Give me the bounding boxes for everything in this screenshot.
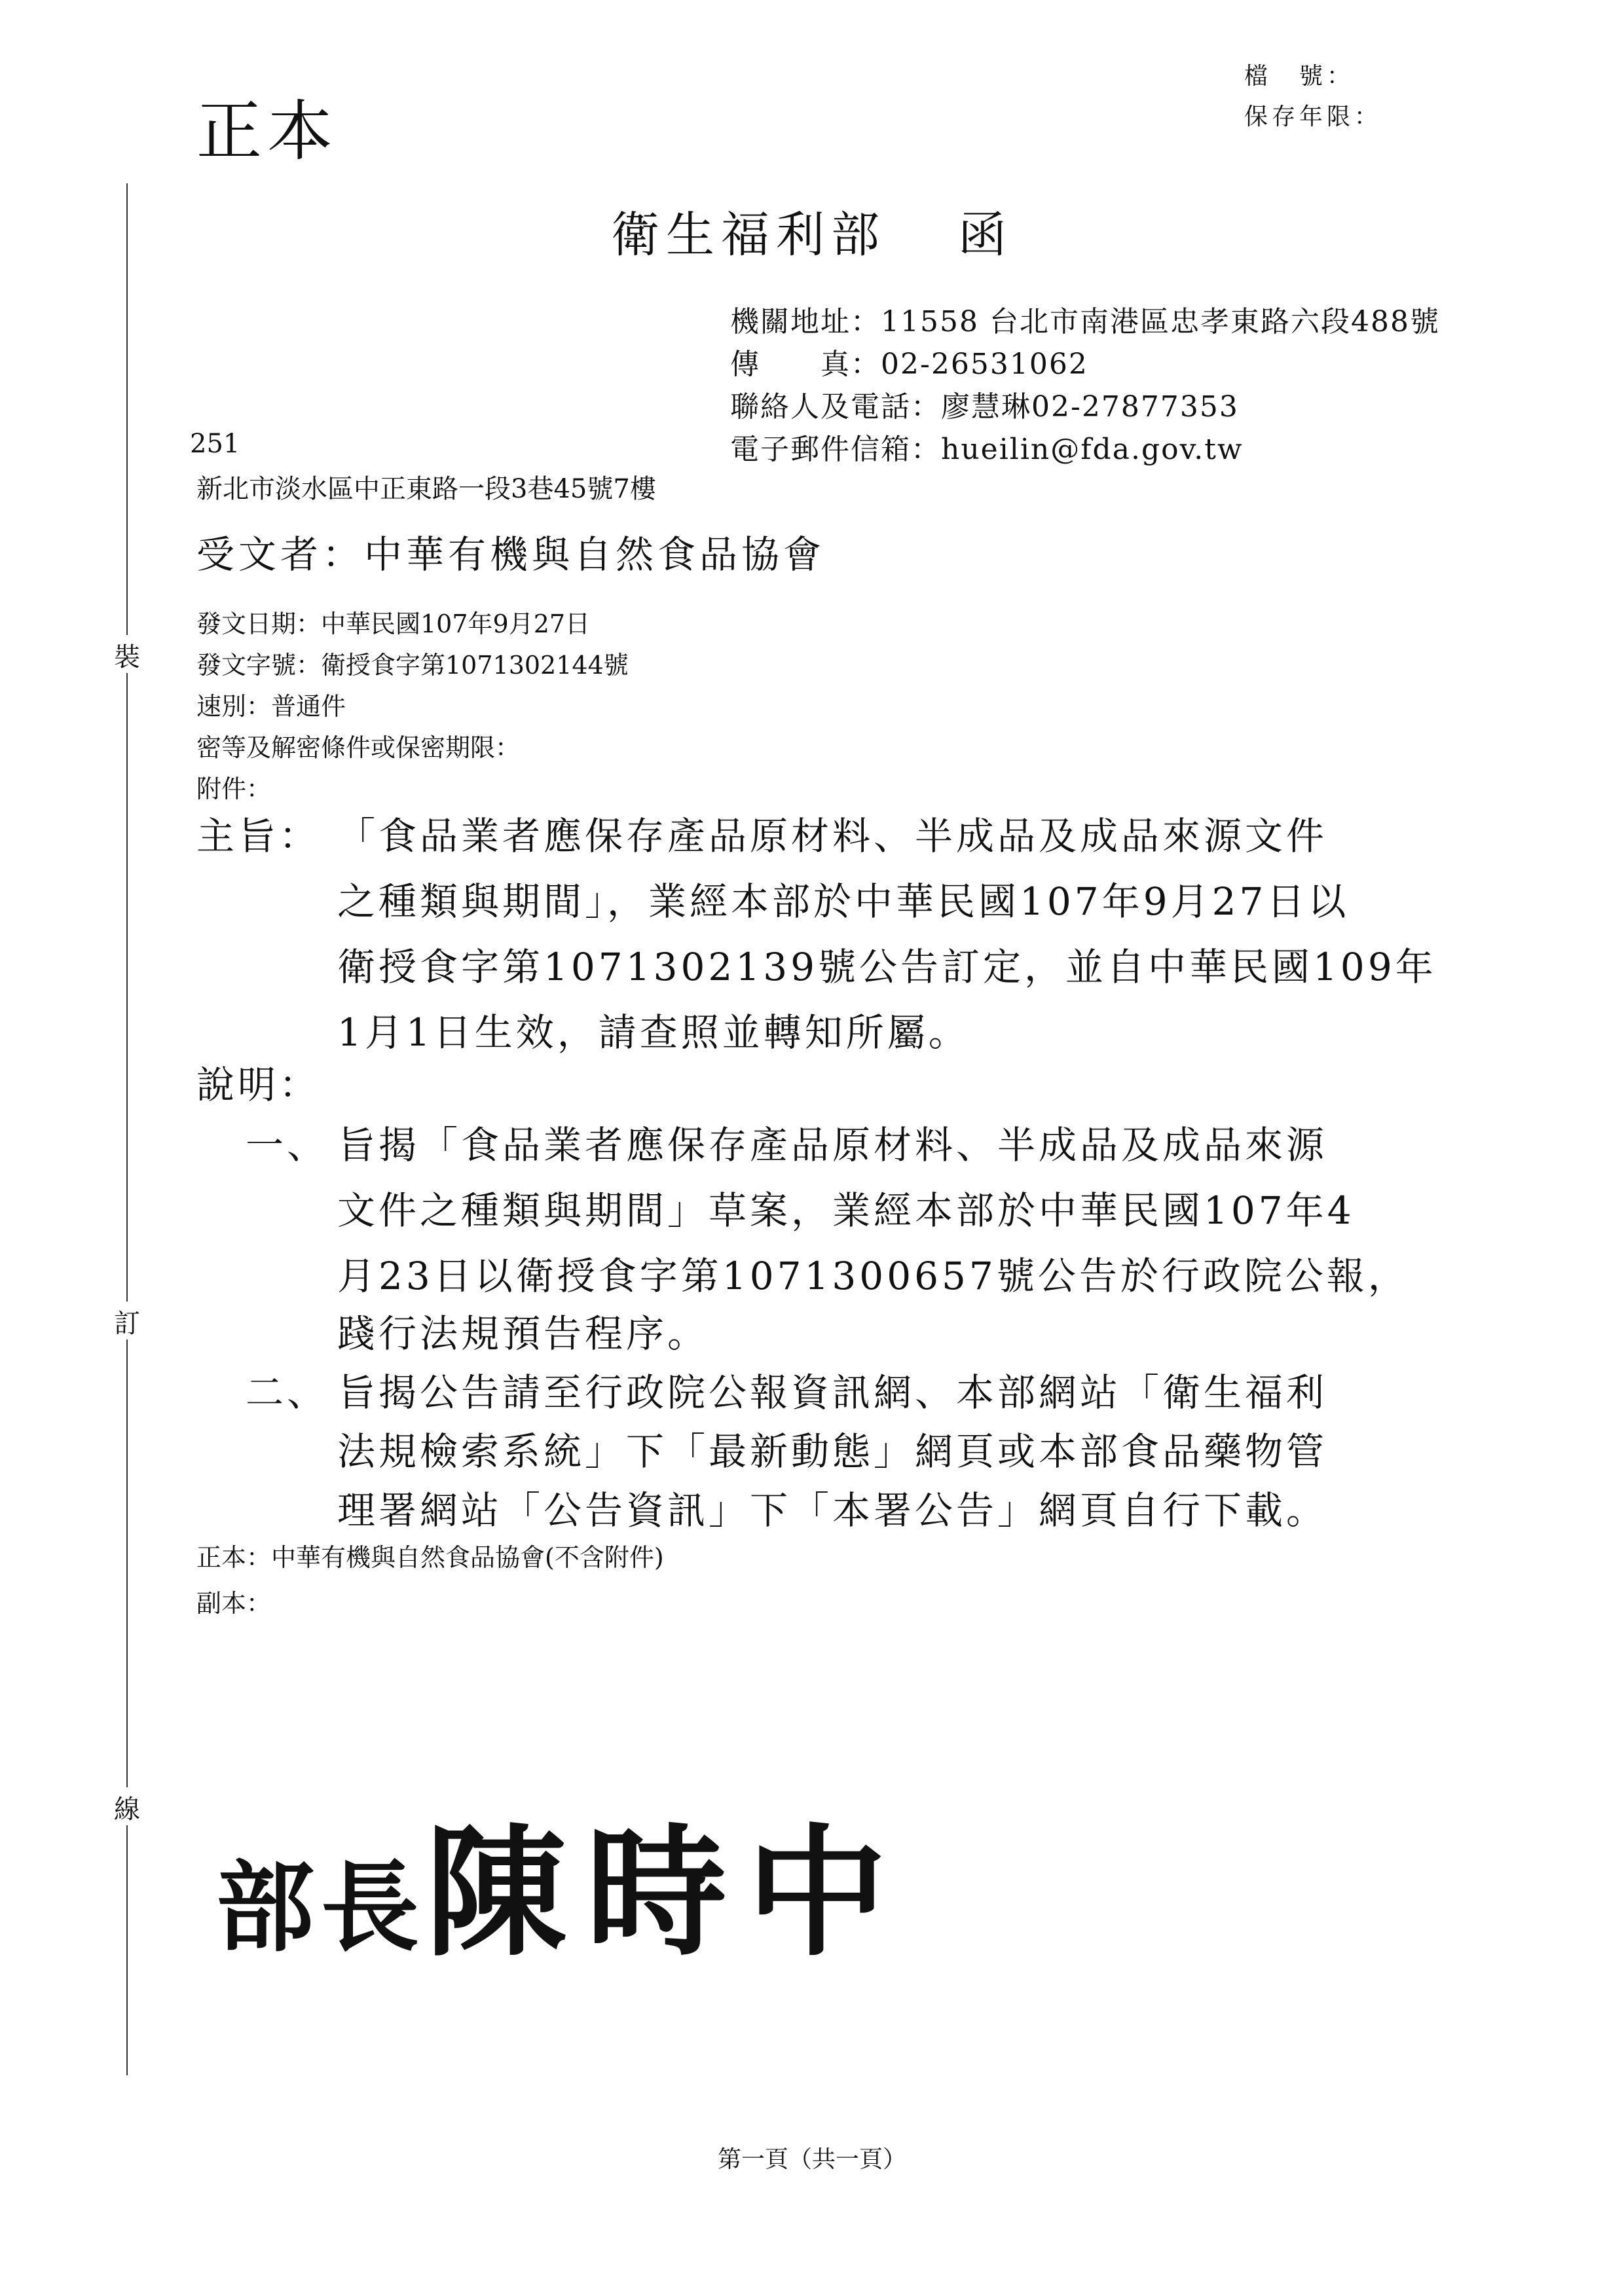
agency-email-line xyxy=(730,426,1244,467)
item-2-line-3: 理署網站「公告資訊」下「本署公告」網頁自行下載。 xyxy=(337,1488,1328,1533)
file-number-label: 檔 號： xyxy=(1244,63,1355,90)
subject-line-1: 「食品業者應保存產品原材料、半成品及成品來源文件 xyxy=(337,814,1328,858)
signature-name: 陳時中 xyxy=(426,1810,908,1975)
agency-fax: 02-26531062 xyxy=(881,348,1088,381)
document-title xyxy=(0,196,1624,266)
agency-fax-line xyxy=(730,340,1088,382)
item-2-line-2: 法規檢索系統」下「最新動態」網頁或本部食品藥物管 xyxy=(337,1429,1328,1474)
item-1-line-4: 踐行法規預告程序。 xyxy=(337,1311,709,1356)
document-number: 發文字號：衛授食字第1071302144號 xyxy=(196,651,629,680)
agency-contact-line xyxy=(730,383,1239,425)
subject-line-4: 1月1日生效，請查照並轉知所屬。 xyxy=(337,1010,970,1055)
explanation-label: 說明： xyxy=(196,1063,321,1107)
signature-title: 部長 xyxy=(216,1850,426,1965)
original-stamp: 正本 xyxy=(196,93,338,170)
recipient-label: 受文者： xyxy=(196,532,365,577)
item-1-line-2: 文件之種類與期間」草案，業經本部於中華民國107年4 xyxy=(337,1188,1355,1233)
subject-line-2: 之種類與期間」，業經本部於中華民國107年9月27日以 xyxy=(337,879,1350,924)
postal-code: 251 xyxy=(190,429,240,459)
item-2-number: 二、 xyxy=(246,1370,329,1415)
binding-char-xian: 線 xyxy=(114,1789,140,1826)
agency-email: hueilin@fda.gov.tw xyxy=(941,433,1244,466)
agency-fax-label: 傳 真： xyxy=(730,348,881,381)
recipient: 中華有機與自然食品協會 xyxy=(364,532,826,577)
document-type: 函 xyxy=(958,207,1013,263)
item-1-line-3: 月23日以衛授食字第1071300657號公告於行政院公報， xyxy=(337,1254,1409,1298)
attachments: 附件： xyxy=(196,774,272,803)
item-1-line-1: 旨揭「食品業者應保存產品原材料、半成品及成品來源 xyxy=(337,1123,1328,1167)
agency-address-label: 機關地址： xyxy=(730,305,881,338)
issue-date: 發文日期：中華民國107年9月27日 xyxy=(196,610,591,638)
page-footer: 第一頁（共一頁） xyxy=(717,2146,906,2173)
binding-char-ding: 訂 xyxy=(114,1303,140,1340)
issuing-agency: 衛生福利部 xyxy=(611,207,886,263)
item-1-number: 一、 xyxy=(246,1123,329,1167)
recipient-line xyxy=(196,524,825,579)
original-copy-recipient: 正本：中華有機與自然食品協會(不含附件) xyxy=(196,1543,664,1572)
agency-address-line xyxy=(730,298,1440,340)
subject-label: 主旨： xyxy=(196,814,321,858)
delivery-speed: 速別：普通件 xyxy=(196,692,346,721)
duplicate-copy-recipient: 副本： xyxy=(196,1589,272,1618)
agency-email-label: 電子郵件信箱： xyxy=(730,433,941,466)
minister-signature xyxy=(216,1781,907,1982)
agency-address: 11558 台北市南港區忠孝東路六段488號 xyxy=(881,305,1440,338)
binding-char-zhuang: 裝 xyxy=(114,636,140,674)
retention-period-label: 保存年限： xyxy=(1244,103,1382,130)
recipient-address: 新北市淡水區中正東路一段3巷45號7樓 xyxy=(196,474,656,504)
agency-contact-label: 聯絡人及電話： xyxy=(730,390,941,424)
subject-line-3: 衛授食字第1071302139號公告訂定，並自中華民國109年 xyxy=(337,945,1437,989)
agency-contact: 廖慧琳02-27877353 xyxy=(941,390,1239,424)
confidentiality: 密等及解密條件或保密期限： xyxy=(196,733,521,762)
item-2-line-1: 旨揭公告請至行政院公報資訊網、本部網站「衛生福利 xyxy=(337,1370,1328,1415)
binding-line xyxy=(114,183,140,2075)
